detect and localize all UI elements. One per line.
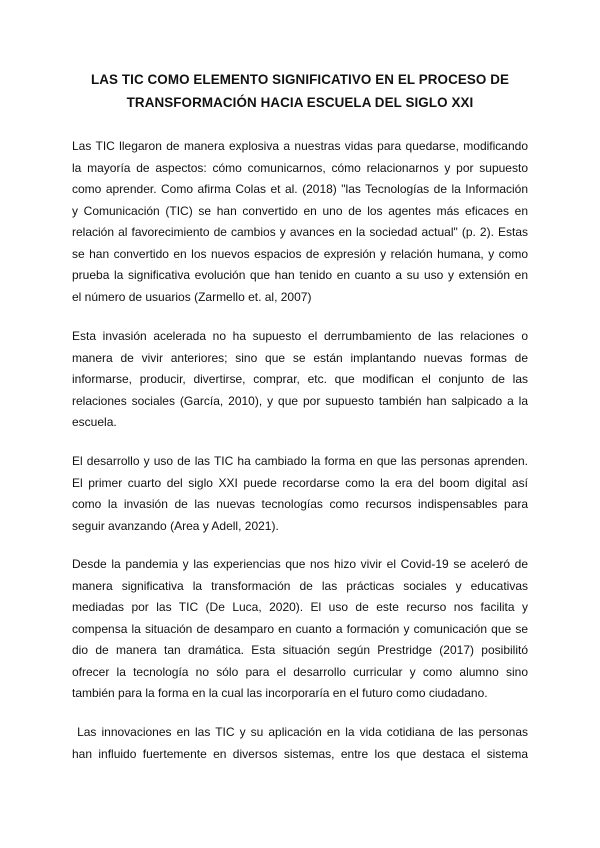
paragraph-line: informarse, producir, divertirse, comprar, etc. que modifican el conjunto de las xyxy=(72,372,528,386)
paragraph-5 xyxy=(72,722,528,765)
title-line: TRANSFORMACIÓN HACIA ESCUELA DEL SIGLO XXI xyxy=(126,95,474,110)
paragraph-4 xyxy=(72,554,528,705)
paragraph-line: El desarrollo y uso de las TIC ha cambiado la forma en que las personas aprenden. xyxy=(72,454,528,468)
paragraph-line: y Comunicación (TIC) se han convertido en uno de los agentes más eficaces en xyxy=(72,203,528,218)
paragraph-line: relaciones sociales (García, 2010), y que por supuesto también han salpicado a la xyxy=(72,393,528,408)
paragraph-line: como aprender. Como afirma Colas et al. (2018) "las Tecnologías de la Información xyxy=(72,182,528,196)
paragraph-line: Las innovaciones en las TIC y su aplicación en la vida cotidiana de las personas xyxy=(72,725,528,739)
paragraph-line: prueba la significativa evolución que han tenido en cuanto a su uso y extensión en xyxy=(72,268,528,282)
paragraph-line: escuela. xyxy=(72,415,117,429)
paragraph-line: han influido fuertemente en diversos sistemas, entre los que destaca el sistema xyxy=(72,746,528,761)
paragraph-1 xyxy=(72,136,528,308)
paragraph-line: como la invasión de las nuevas tecnologías como recursos indispensables para xyxy=(72,497,528,511)
paragraph-line: Las TIC llegaron de manera explosiva a nuestras vidas para quedarse, modificando xyxy=(72,139,528,153)
paragraph-line: la mayoría de aspectos: cómo comunicarnos, cómo relacionarnos y por supuesto xyxy=(72,160,528,175)
paragraph-3 xyxy=(72,451,528,537)
paragraph-line: relación al favorecimiento de cambios y avances en la sociedad actual" (p. 2). Estas xyxy=(72,225,528,239)
paragraph-line: Desde la pandemia y las experiencias que nos hizo vivir el Covid-19 se aceleró de xyxy=(72,557,528,571)
paragraph-line: ofrecer la tecnología no sólo para el desarrollo curricular y como alumno sino xyxy=(72,664,528,679)
paragraph-line: el número de usuarios (Zarmello et. al, 2007) xyxy=(72,289,312,304)
paragraph-2 xyxy=(72,326,528,434)
paragraph-line: dio de manera tan dramática. Esta situación según Prestridge (2017) posibilitó xyxy=(72,643,528,657)
paragraph-line: seguir avanzando (Area y Adell, 2021). xyxy=(72,518,279,533)
document-title xyxy=(60,68,540,114)
paragraph-line: se han convertido en los nuevos espacios de expresión y relación humana, y como xyxy=(72,246,528,261)
paragraph-line: El primer cuarto del siglo XXI puede recordarse como la era del boom digital así xyxy=(72,475,528,490)
paragraph-line: Esta invasión acelerada no ha supuesto el derrumbamiento de las relaciones o xyxy=(72,329,528,343)
paragraph-line: mediadas por las TIC (De Luca, 2020). El uso de este recurso nos facilita y xyxy=(72,600,528,614)
paragraph-line: compensa la situación de desamparo en cuanto a formación y comunicación que se xyxy=(72,621,528,636)
paragraph-line: manera de vivir anteriores; sino que se están implantando nuevas formas de xyxy=(72,350,528,365)
paragraph-line: manera significativa la transformación de las prácticas sociales y educativas xyxy=(72,578,528,593)
paragraph-line: también para la forma en la cual las incorporaría en el futuro como ciudadano. xyxy=(72,686,488,700)
title-line: LAS TIC COMO ELEMENTO SIGNIFICATIVO EN EL PROCESO DE xyxy=(90,72,510,87)
